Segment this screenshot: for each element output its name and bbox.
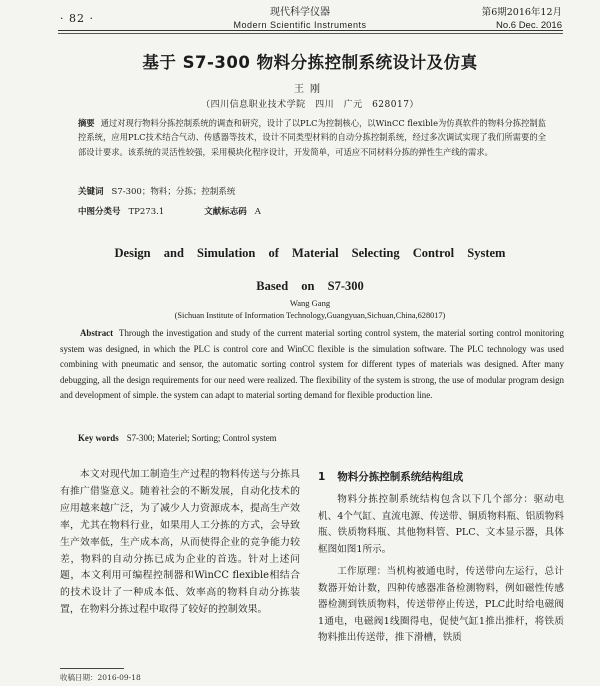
clc-label: 中图分类号 (78, 207, 121, 217)
body-structure-paragraph: 物料分拣控制系统结构包含以下几个部分：驱动电机、4个气缸、直流电源、传送带、铜质物料瓶、铝质物料瓶、铁质物料瓶、其他物料管、PLC、文本显示器，具体框图如图1所示。 (318, 494, 564, 555)
header-rule (58, 30, 563, 31)
page-number: · 82 · (60, 12, 94, 25)
keywords-en-text: S7-300; Materiel; Sorting; Control system (126, 433, 277, 443)
keywords-cn-text: S7-300；物料；分拣；控制系统 (111, 187, 236, 197)
abstract-cn-label: 摘要 (78, 118, 95, 128)
keywords-cn-label: 关键词 (78, 187, 104, 197)
issue-info (452, 6, 562, 32)
section-number: 1 (318, 471, 326, 483)
affiliation-en: (Sichuan Institute of Information Technology,Guangyuan,Sichuan,China,628017) (174, 311, 446, 320)
body-intro-paragraph: 本文对现代加工制造生产过程的物料传送与分拣具有推广借鉴意义。随着社会的不断发展，自动化技术的应用越来越广泛，为了减少人力资源成本，提高生产效率，尤其在物料行业，如果用人工分拣的方式，会导致生产效率低，生产成本高，从而使得企业的竞争能力较差，物料的自动分拣已成为企业的首选。针对上述问题，本文利用可编程控制器和WinCC flexible相结合的技术设计了一种成本低、效率高的物料自动分拣装置，在物料分拣过程中取得了较好的控制效果。 (60, 469, 300, 616)
abstract-cn (78, 116, 546, 159)
journal-name (200, 6, 400, 32)
paper-title-en-line1: Design and Simulation of Material Selecting Control System (114, 246, 506, 260)
keywords-cn (78, 185, 235, 197)
doc-code: A (254, 207, 261, 217)
doc-code-label: 文献标志码 (204, 207, 247, 217)
abstract-en (60, 326, 564, 404)
received-date: 收稿日期：2016-09-18 (60, 673, 141, 682)
section-title: 物料分拣控制系统结构组成 (337, 471, 464, 483)
abstract-en-text: Through the investigation and study of the current material sorting control system, the material sorting control monitoring system was designed, in which the PLC is control core and WinCC flexible is the simulation software. The PLC technology was used combining with pneumatic and sensor, the automatic sorting control system for different types of materials was designed. After many debugging, all the design requirements for our need were realized. The flexibility of the system is strong, the use of modular program design and development of simple. the system can adapt to material sorting demand for flexible production line. (60, 328, 564, 401)
keywords-en (78, 433, 277, 443)
classification-cn (78, 205, 261, 217)
keywords-en-label: Key words (78, 433, 119, 443)
author-cn: 王刚 (294, 84, 326, 95)
journal-name-en: Modern Scientific Instruments (233, 20, 367, 30)
clc-code: TP273.1 (128, 207, 165, 217)
issue-en: No.6 Dec. 2016 (495, 20, 562, 31)
footnote-rule (60, 668, 124, 669)
abstract-en-label: Abstract (80, 328, 114, 338)
header-rule-thin (58, 33, 563, 34)
body-principle-paragraph: 工作原理：当机构被通电时，传送带向左运行，总计数器开始计数，四种传感器准备检测物料，例如磁性传感器检测到铁质物料，传送带停止传送，PLC此时给电磁阀1通电，电磁阀1线圈得电，促使气缸1推出推杆，将铁质物料推出传送带，推下滑槽，铁质 (318, 566, 564, 644)
issue-cn: 第6期2016年12月 (481, 7, 562, 18)
affiliation-cn: （四川信息职业技术学院 四川 广元 628017） (201, 100, 419, 110)
paper-title-cn: 基于 S7-300 物料分拣控制系统设计及仿真 (142, 53, 478, 72)
author-en: Wang Gang (289, 298, 331, 308)
paper-title-en (60, 237, 560, 303)
abstract-cn-text: 通过对现行物料分拣控制系统的调查和研究，设计了以PLC为控制核心，以WinCC flexible为仿真软件的物料分拣控制监控系统，应用PLC技术结合气动、传感器等技术，设计不同类型材料的自动分拣控制系统，经过多次调试实现了我们所需要的全部设计要求。该系统的灵活性较强，采用模块化程序设计，开发简单，可适应不同材料分拣的弹性生产线的需求。 (78, 118, 546, 157)
journal-name-cn: 现代科学仪器 (270, 7, 330, 18)
section-heading (318, 469, 564, 484)
paper-title-en-line2: Based on S7-300 (256, 279, 364, 293)
